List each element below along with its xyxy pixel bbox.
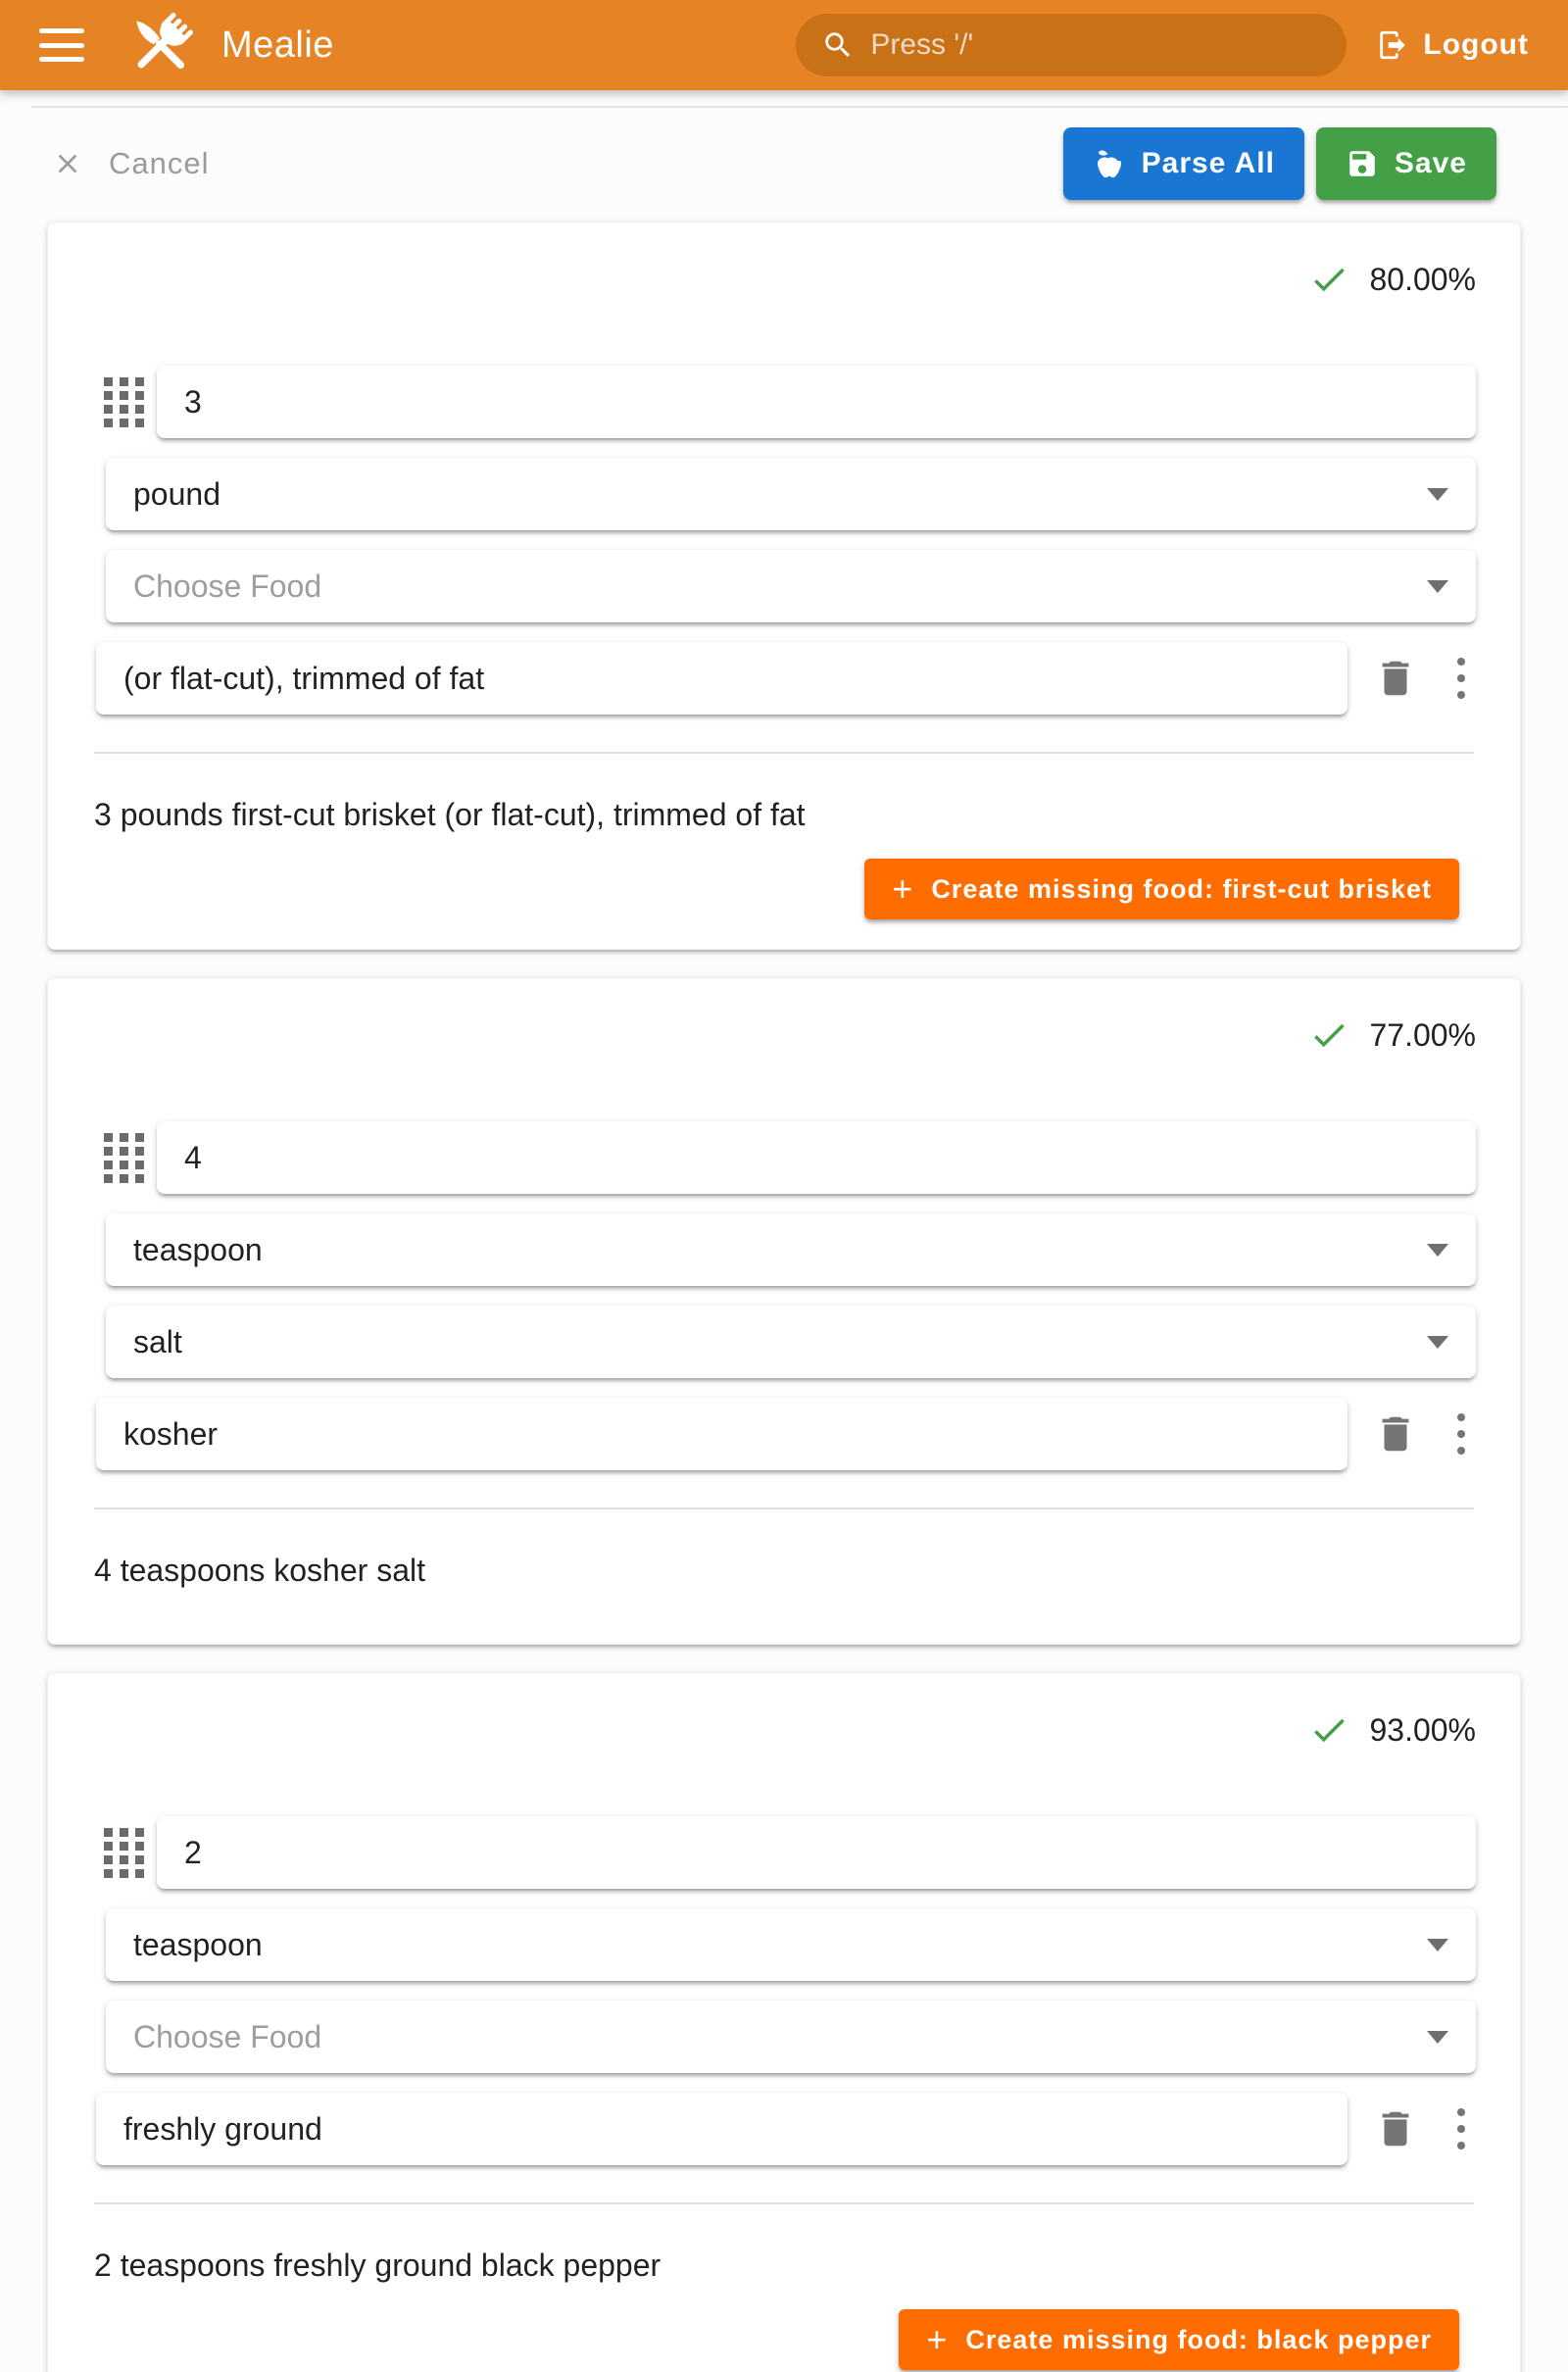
trash-icon xyxy=(1373,2106,1418,2151)
logout-button[interactable] xyxy=(1376,28,1529,62)
app-header xyxy=(0,0,1568,90)
unit-value: pound xyxy=(133,475,220,512)
save-label: Save xyxy=(1394,147,1467,179)
cancel-button[interactable] xyxy=(52,146,210,181)
quantity-input[interactable] xyxy=(157,366,1476,438)
check-icon xyxy=(1308,1014,1349,1056)
header-divider xyxy=(31,106,1568,108)
original-ingredient-text: 4 teaspoons kosher salt xyxy=(94,1553,425,1588)
food-placeholder: Choose Food xyxy=(133,2018,322,2054)
card-divider xyxy=(94,1507,1474,1509)
more-options-button[interactable] xyxy=(1453,2104,1469,2153)
more-options-button[interactable] xyxy=(1453,1409,1469,1458)
create-missing-food-button[interactable] xyxy=(864,859,1459,919)
note-input[interactable] xyxy=(96,2093,1348,2165)
save-button[interactable] xyxy=(1316,127,1496,200)
create-missing-food-label: Create missing food: first-cut brisket xyxy=(931,873,1432,904)
original-ingredient-text: 2 teaspoons freshly ground black pepper xyxy=(94,2248,662,2283)
food-select[interactable] xyxy=(106,2001,1476,2073)
mealie-logo-icon[interactable] xyxy=(123,8,198,82)
logout-icon xyxy=(1376,28,1409,62)
logout-label: Logout xyxy=(1423,28,1529,61)
unit-select[interactable] xyxy=(106,1213,1476,1286)
card-divider xyxy=(94,2202,1474,2204)
unit-select[interactable] xyxy=(106,1908,1476,1981)
note-input[interactable] xyxy=(96,642,1348,715)
confidence-value: 93.00% xyxy=(1369,1711,1476,1748)
food-select[interactable] xyxy=(106,550,1476,622)
search-input[interactable] xyxy=(796,14,1347,76)
chevron-down-icon xyxy=(1427,2031,1448,2044)
delete-button[interactable] xyxy=(1373,656,1418,701)
trash-icon xyxy=(1373,1411,1418,1457)
unit-value: teaspoon xyxy=(133,1231,263,1267)
search-icon xyxy=(821,28,855,62)
cancel-label: Cancel xyxy=(109,146,210,180)
unit-select[interactable] xyxy=(106,458,1476,530)
parse-all-label: Parse All xyxy=(1141,147,1275,179)
trash-icon xyxy=(1373,656,1418,701)
ingredient-card xyxy=(47,1672,1521,2372)
drag-handle-icon[interactable] xyxy=(104,1828,143,1878)
close-icon xyxy=(52,148,83,179)
save-icon xyxy=(1346,147,1379,180)
create-missing-food-label: Create missing food: black pepper xyxy=(965,2324,1432,2354)
plus-icon: + xyxy=(892,868,914,909)
chevron-down-icon xyxy=(1427,580,1448,593)
check-icon xyxy=(1308,1709,1349,1751)
card-divider xyxy=(94,752,1474,754)
search-placeholder: Press '/' xyxy=(870,28,974,61)
app-title: Mealie xyxy=(221,24,334,66)
parse-all-button[interactable] xyxy=(1063,127,1304,200)
delete-button[interactable] xyxy=(1373,1411,1418,1457)
create-missing-food-button[interactable] xyxy=(899,2309,1459,2370)
ingredient-card xyxy=(47,977,1521,1645)
confidence-row xyxy=(48,1017,1476,1053)
parser-toolbar xyxy=(0,127,1568,200)
drag-handle-icon[interactable] xyxy=(104,377,143,427)
food-select[interactable] xyxy=(106,1306,1476,1378)
quantity-input[interactable] xyxy=(157,1816,1476,1889)
plus-icon: + xyxy=(926,2319,949,2359)
quantity-input[interactable] xyxy=(157,1121,1476,1194)
chevron-down-icon xyxy=(1427,488,1448,501)
confidence-value: 77.00% xyxy=(1369,1016,1476,1053)
menu-button[interactable] xyxy=(39,28,84,62)
delete-button[interactable] xyxy=(1373,2106,1418,2151)
apple-icon xyxy=(1093,147,1126,180)
check-icon xyxy=(1308,259,1349,300)
ingredient-card xyxy=(47,222,1521,950)
unit-value: teaspoon xyxy=(133,1926,263,1962)
original-ingredient-text: 3 pounds first-cut brisket (or flat-cut), trimmed of fat xyxy=(94,797,806,832)
confidence-value: 80.00% xyxy=(1369,261,1476,297)
food-value: salt xyxy=(133,1323,182,1359)
chevron-down-icon xyxy=(1427,1939,1448,1952)
chevron-down-icon xyxy=(1427,1244,1448,1257)
chevron-down-icon xyxy=(1427,1336,1448,1349)
more-options-button[interactable] xyxy=(1453,654,1469,703)
note-input[interactable] xyxy=(96,1398,1348,1470)
confidence-row xyxy=(48,262,1476,297)
drag-handle-icon[interactable] xyxy=(104,1133,143,1183)
food-placeholder: Choose Food xyxy=(133,568,322,604)
confidence-row xyxy=(48,1712,1476,1748)
